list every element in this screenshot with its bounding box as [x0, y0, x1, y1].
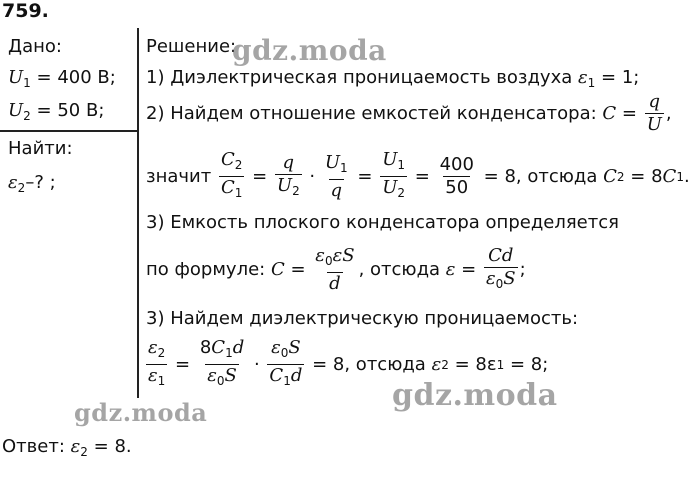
watermark-bottom-left: gdz.moda [74, 398, 208, 427]
solution-step4: 3) Найдем диэлектрическую проницаемость: [146, 308, 579, 329]
given-horizontal-divider [0, 130, 138, 132]
given-vertical-divider [137, 28, 139, 398]
fraction-q-over-u: $\frac{q}{U}$ [646, 91, 662, 135]
answer: Ответ: $\varepsilon_2 = 8$. [2, 436, 132, 459]
problem-number: 759. [2, 0, 49, 22]
given-u1: $U_1 = 400$ В; [8, 67, 116, 90]
solution-step4-chain: $\frac{\varepsilon_2}{\varepsilon_1}$ = $\frac{8C_1d}{\varepsilon_0S}$ · $\frac{\varepsilon_0S}{C_1d}$ = 8, отсюда ε 2 = 8ε 1 = 8; [144, 338, 548, 391]
solution-step3a: 3) Емкость плоского конденсатора определяется [146, 212, 619, 233]
solution-step1: 1) Диэлектрическая проницаемость воздуха $\varepsilon_1 = 1$; [146, 67, 640, 90]
watermark-top: gdz.moda [232, 34, 387, 67]
watermark-bottom-right: gdz.moda [392, 378, 558, 413]
find-heading: Найти: [8, 138, 73, 159]
solution-step2-chain: значит $\frac{C_2}{C_1}$ = $\frac{q}{U_2}$ · $\frac{U_1}{q}$ = $\frac{U_1}{U_2}$ = $\frac{400}{50}$ = 8, отсюда C 2 = 8 C 1 . [146, 150, 690, 203]
given-u2: $U_2 = 50$ В; [8, 100, 105, 123]
solution-step2: 2) Найдем отношение емкостей конденсатора: C = $\frac{q}{U}$ , [146, 91, 672, 135]
solution-step3b: по формуле: C = $\frac{\varepsilon_0\varepsilon S}{d}$ , отсюда ε = $\frac{Cd}{\varepsilon_0S}$ ; [146, 245, 526, 294]
solution-heading: Решение: [146, 36, 237, 57]
find-epsilon2: $\varepsilon_2-$? ; [8, 172, 56, 195]
given-heading: Дано: [8, 36, 62, 57]
